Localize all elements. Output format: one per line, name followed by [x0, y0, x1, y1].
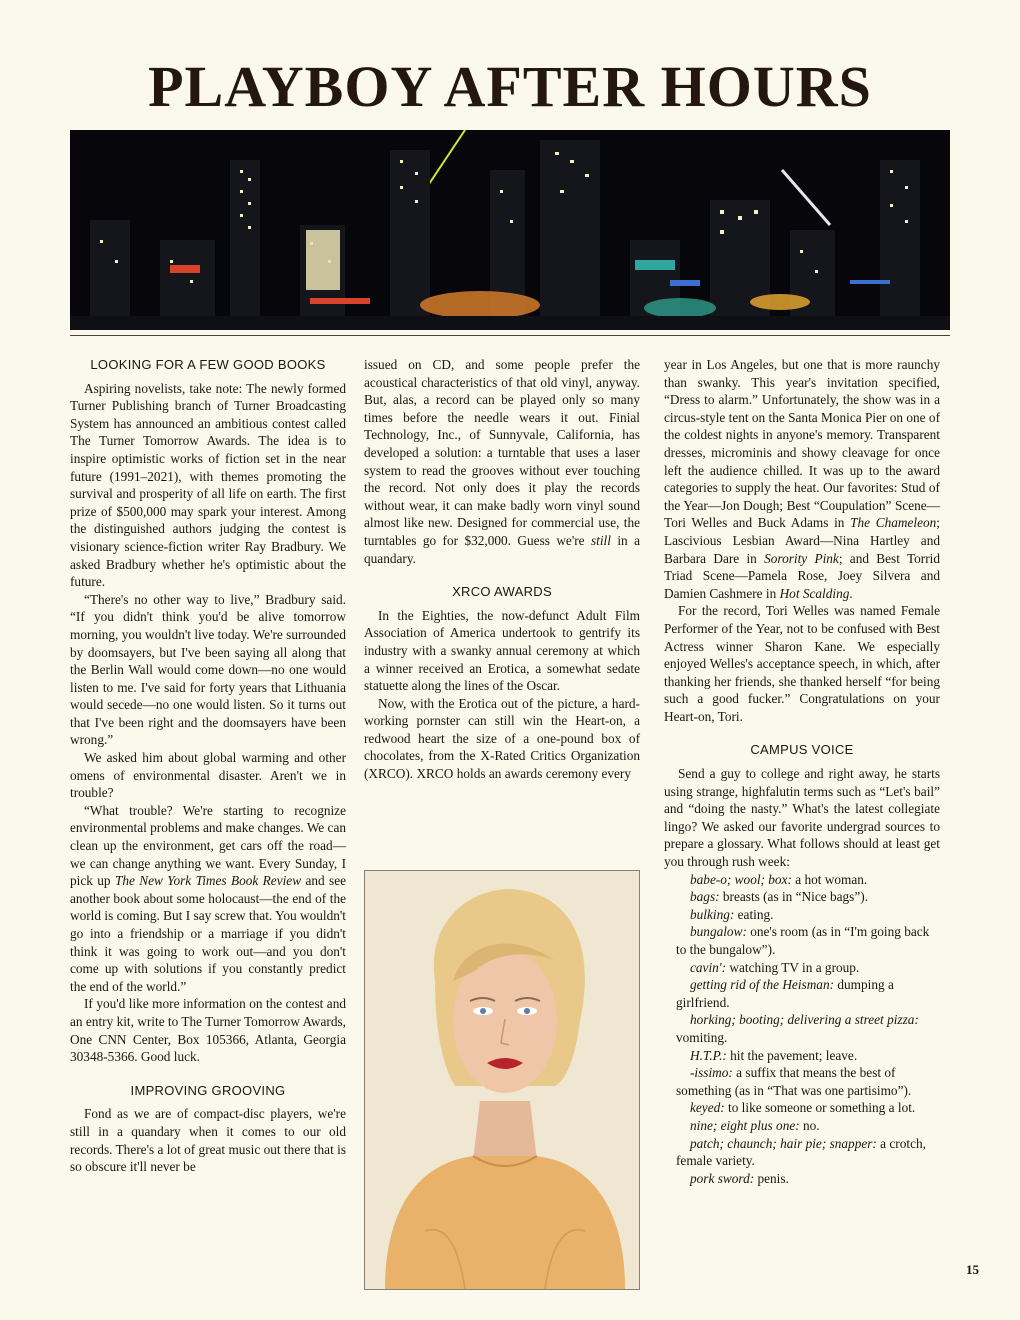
paragraph: Now, with the Erotica out of the picture, a hard-working pornster can still win the Heart-on, a redwood heart the size of a one-pound box of chocolates, from the X-Rated Critics Organization (XRCO). XRCO holds an awards ceremony every	[364, 695, 640, 782]
masthead-title: PLAYBOY AFTER HOURS	[148, 54, 872, 119]
glossary-term: pork sword:	[690, 1170, 755, 1186]
glossary-term: -issimo:	[690, 1065, 733, 1081]
glossary-entry	[664, 871, 940, 889]
glossary-entry	[664, 1099, 940, 1117]
column-3	[664, 356, 940, 1187]
glossary-definition: one's room (as in “I'm going back to the bungalow”).	[676, 924, 930, 957]
glossary-entry	[664, 1047, 940, 1065]
portrait-art	[365, 871, 639, 1289]
section-heading-xrco: XRCO AWARDS	[452, 584, 552, 600]
glossary-entry	[664, 1170, 940, 1188]
section-heading-campus-voice: CAMPUS VOICE	[750, 742, 854, 758]
glossary-entry	[664, 1135, 940, 1170]
glossary-entry	[664, 1117, 940, 1135]
paragraph: “There's no other way to live,” Bradbury said. “If you didn't think you'd be alive tomorrow morning, you wouldn't live today. We're surrounded by doomsayers, but I've been saying all along that the Berlin Wall would come down—no one would listen to me. I've said for forty years that Lithuania would secede—no one would listen. So it turns out that I've been right and the doomsayers have been wrong.”	[70, 591, 346, 748]
paragraph: For the record, Tori Welles was named Female Performer of the Year, not to be confused with Best Actress winner Sharon Kane. We especially enjoyed Welles's acceptance speech, in which, after thanking her friends, she thanked herself “for being such a good fucker.” Congratulations on your Heart-on, Tori.	[664, 603, 940, 724]
glossary-entry	[664, 976, 940, 1011]
masthead-rule	[70, 335, 950, 336]
paragraph: In the Eighties, the now-defunct Adult Film Association of America undertook to gentrify its industry with a swanky annual ceremony at which a winner received an Erotica, a somewhat sedate statuette along the lines of the Oscar.	[364, 607, 640, 694]
glossary-list	[664, 871, 940, 1188]
glossary-definition: hit the pavement; leave.	[726, 1047, 858, 1063]
glossary-term: horking; booting; delivering a street pizza:	[690, 1012, 919, 1028]
glossary-entry	[664, 906, 940, 924]
book-title: The New York Times Book Review	[114, 873, 302, 889]
paragraph: If you'd like more information on the contest and an entry kit, write to The Turner Tomorrow Awards, One CNN Center, Box 105366, Atlanta, Georgia 30348-5366. Good luck.	[70, 996, 346, 1065]
glossary-definition: a suffix that means the best of something (as in “That was one partisimo”).	[676, 1065, 912, 1098]
glossary-term: patch; chaunch; hair pie; snapper:	[690, 1135, 877, 1151]
glossary-term: nine; eight plus one:	[690, 1117, 800, 1133]
glossary-entry	[664, 923, 940, 958]
section-heading-grooving: IMPROVING GROOVING	[130, 1082, 286, 1098]
glossary-entry	[664, 1064, 940, 1099]
glossary-definition: eating.	[734, 906, 774, 922]
glossary-definition: watching TV in a group.	[726, 959, 860, 975]
column-1	[70, 356, 346, 1176]
glossary-term: getting rid of the Heisman:	[690, 977, 835, 993]
glossary-term: bags:	[690, 889, 720, 905]
glossary-entry	[664, 959, 940, 977]
glossary-term: bungalow:	[690, 924, 747, 940]
paragraph: Send a guy to college and right away, he starts using strange, highfalutin terms such as “Let's bail” and “doing the nasty.” What's the latest collegiate lingo? We asked our favorite undergrad sources to prepare a glossary. What follows should at least get you through rush week:	[664, 766, 940, 870]
column-2	[364, 356, 640, 783]
glossary-entry	[664, 1011, 940, 1046]
glossary-definition: breasts (as in “Nice bags”).	[719, 889, 868, 905]
paragraph: year in Los Angeles, but one that is more raunchy than swanky. This year's invitation specified, “Dress to alarm.” Unfortunately, the show was in a circus-style tent on the Santa Monica Pier on one of the coldest nights in anyone's memory. Transparent dresses, microminis and showy cleavage for once left the audience chilled. It was up to the award categories to supply the heat. Our favorites: Stud of the Year—Jon Dough; Best “Coupulation” Scene—Tori Welles and Buck Adams in The Chameleon; Lascivious Lesbian Award—Nina Hartley and Barbara Dare in Sorority Pink; and Best Torrid Triad Scene—Pamela Rose, Joey Silvera and Damien Cashmere in Hot Scalding.	[664, 357, 940, 601]
glossary-term: keyed:	[690, 1100, 725, 1116]
glossary-definition: a hot woman.	[791, 871, 868, 887]
glossary-term: babe-o; wool; box:	[690, 871, 792, 887]
glossary-definition: penis.	[754, 1170, 789, 1186]
glossary-definition: no.	[799, 1117, 820, 1133]
emphasis: still	[590, 532, 611, 548]
paragraph: Fond as we are of compact-disc players, we're still in a quandary when it comes to our old records. There's a lot of great music out there that is so obscure it'll never be	[70, 1106, 346, 1175]
paragraph: “What trouble? We're starting to recognize environmental problems and make changes. We can clean up the environment, get cars off the road—we can change anything we want. Every Sunday, I pick up The New York Times Book Review and see another book about some holocaust—the end of the world is coming. But I say screw that. You wouldn't go into a friendship or a marriage if you didn't think it was going to work out—and you don't come up with solutions if you constantly predict the end of the world.”	[70, 802, 347, 994]
paragraph: We asked him about global warming and other omens of environmental disaster. Aren't we in trouble?	[70, 750, 346, 801]
glossary-definition: a crotch, female variety.	[676, 1135, 926, 1169]
glossary-definition: vomiting.	[676, 1029, 728, 1045]
skyline-art	[70, 130, 950, 330]
portrait-illustration	[364, 870, 640, 1290]
paragraph: issued on CD, and some people prefer the acoustical characteristics of that old vinyl, anyway. But, alas, a record can be played only so many times before the needle wears it out. Finial Technology, Inc., of Sunnyvale, California, has developed a solution: a turntable that uses a laser system to read the grooves without ever touching the record. Not only does it play the records without wear, it can make badly worn vinyl sound almost like new. Designed for commercial use, the turntables go for $32,000. Guess we're still in a quandary.	[364, 357, 640, 566]
city-skyline-illustration	[70, 130, 950, 330]
paragraph: Aspiring novelists, take note: The newly formed Turner Publishing branch of Turner Broadcasting System has announced an ambitious contest called The Turner Tomorrow Awards. The idea is to inspire optimistic works of fiction set in the near future (1991–2021), with themes promoting the survival and prosperity of all life on earth. The first prize of $500,000 may spark your interest. Among the distinguished authors judging the contest is visionary science-fiction writer Ray Bradbury. We asked Bradbury whether he's optimistic about the future.	[70, 380, 346, 590]
glossary-entry	[664, 888, 940, 906]
glossary-term: cavin':	[690, 959, 727, 975]
glossary-definition: to like someone or something a lot.	[724, 1100, 916, 1116]
section-heading-books: LOOKING FOR A FEW GOOD BOOKS	[90, 357, 326, 372]
glossary-term: H.T.P.:	[690, 1047, 727, 1063]
glossary-definition: dumping a girlfriend.	[676, 977, 894, 1010]
page-number: 15	[966, 1262, 979, 1277]
glossary-term: bulking:	[690, 906, 735, 922]
